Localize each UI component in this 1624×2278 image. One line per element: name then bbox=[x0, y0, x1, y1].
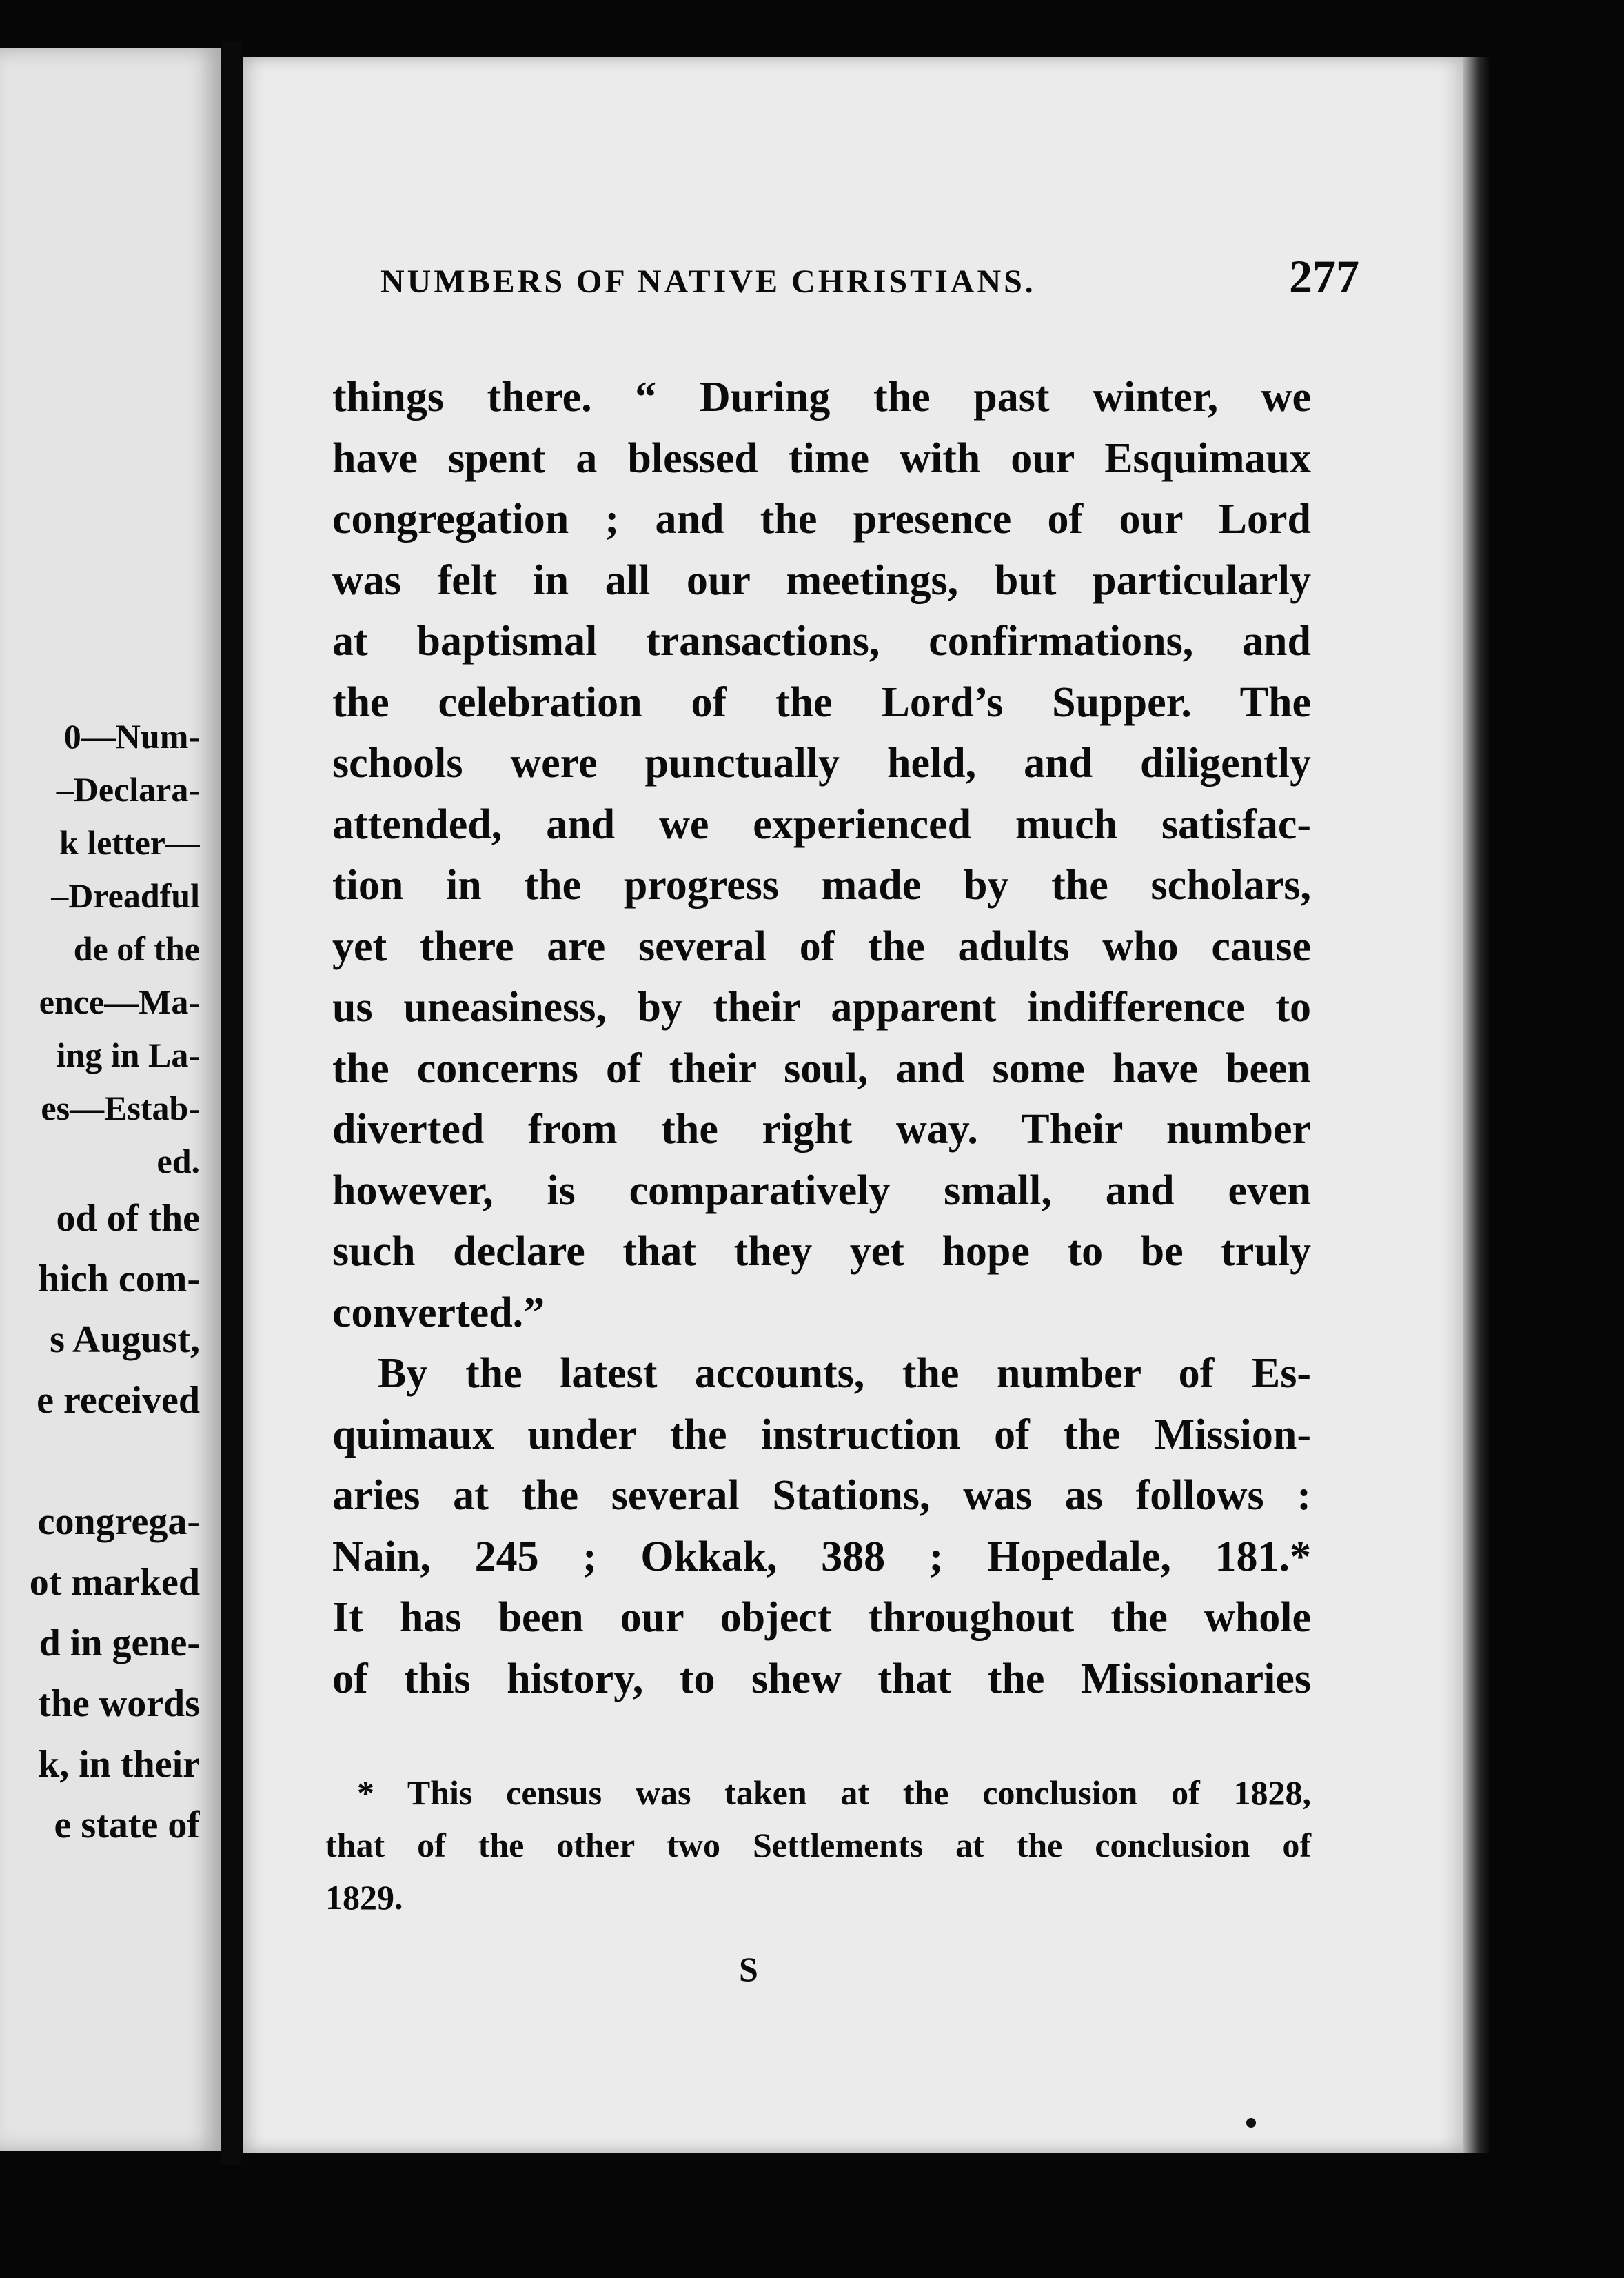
text-line: such declare that they yet hope to be truly bbox=[332, 1228, 1311, 1275]
page-number: 277 bbox=[1289, 250, 1359, 303]
text-line: have spent a blessed time with our Esquimaux bbox=[332, 434, 1311, 482]
text-line: was felt in all our meetings, but particularly bbox=[332, 556, 1311, 604]
previous-page-line bbox=[0, 1431, 200, 1491]
previous-page-line: d in gene- bbox=[39, 1622, 200, 1664]
previous-page-line: –Dreadful bbox=[51, 876, 200, 915]
previous-page-fragment bbox=[0, 48, 221, 2151]
previous-page-line: s August, bbox=[50, 1318, 200, 1361]
previous-page-line: k, in their bbox=[38, 1743, 200, 1786]
text-line: at baptismal transactions, confirmations, and bbox=[332, 618, 1311, 665]
previous-page-line: –Declara- bbox=[56, 770, 200, 809]
text-line: us uneasiness, by their apparent indifference to bbox=[332, 984, 1311, 1031]
previous-page-line: e received bbox=[37, 1379, 200, 1422]
previous-page-line: ot marked bbox=[29, 1561, 200, 1604]
text-line: By the latest accounts, the number of Es- bbox=[378, 1350, 1311, 1397]
text-line: things there. “ During the past winter, we bbox=[332, 374, 1311, 421]
previous-page-line: k letter— bbox=[59, 823, 200, 862]
text-line: the concerns of their soul, and some have been bbox=[332, 1045, 1311, 1092]
body-text bbox=[332, 367, 1311, 1709]
footnote-line: * This census was taken at the conclusion of 1828, bbox=[357, 1773, 1311, 1812]
page-edge-shadow bbox=[1463, 57, 1490, 2153]
text-line: It has been our object throughout the whole bbox=[332, 1594, 1311, 1641]
previous-page-line: 0—Num- bbox=[63, 717, 200, 756]
previous-page-line: ed. bbox=[156, 1142, 200, 1180]
previous-page-line: es—Estab- bbox=[41, 1089, 200, 1127]
text-line: quimaux under the instruction of the Mission- bbox=[332, 1411, 1311, 1458]
text-line: aries at the several Stations, was as follows : bbox=[332, 1472, 1311, 1519]
previous-page-line: e state of bbox=[54, 1804, 200, 1846]
running-head bbox=[380, 250, 1359, 304]
text-line: tion in the progress made by the scholars, bbox=[332, 862, 1311, 909]
text-line: of this history, to shew that the Missionaries bbox=[332, 1655, 1311, 1702]
running-title: NUMBERS OF NATIVE CHRISTIANS. bbox=[380, 263, 1036, 300]
previous-page-text bbox=[0, 710, 200, 1855]
text-line: the celebration of the Lord’s Supper. The bbox=[332, 678, 1311, 726]
current-page bbox=[243, 57, 1463, 2153]
text-line: schools were punctually held, and diligently bbox=[332, 740, 1311, 787]
text-line: diverted from the right way. Their number bbox=[332, 1106, 1311, 1153]
previous-page-line: de of the bbox=[73, 929, 200, 968]
text-line: congregation ; and the presence of our Lord bbox=[332, 496, 1311, 543]
previous-page-line: the words bbox=[38, 1682, 200, 1725]
previous-page-line: hich com- bbox=[38, 1258, 200, 1300]
text-line: yet there are several of the adults who cause bbox=[332, 923, 1311, 970]
text-line: however, is comparatively small, and even bbox=[332, 1167, 1311, 1214]
previous-page-line: ence—Ma- bbox=[39, 982, 200, 1021]
footnote-line: that of the other two Settlements at the conclusion of bbox=[325, 1826, 1311, 1864]
previous-page-line: od of the bbox=[56, 1197, 200, 1240]
previous-page-line: ing in La- bbox=[56, 1036, 200, 1074]
text-line: Nain, 245 ; Okkak, 388 ; Hopedale, 181.* bbox=[332, 1533, 1311, 1580]
book-gutter bbox=[221, 41, 241, 2165]
ink-speck bbox=[1246, 2118, 1256, 2128]
text-line: attended, and we experienced much satisfac- bbox=[332, 800, 1311, 848]
signature-mark: S bbox=[739, 1950, 758, 1988]
text-line: converted.” bbox=[332, 1289, 545, 1336]
footnote bbox=[325, 1766, 1311, 1924]
footnote-line: 1829. bbox=[325, 1878, 403, 1917]
previous-page-line: congrega- bbox=[37, 1500, 200, 1543]
